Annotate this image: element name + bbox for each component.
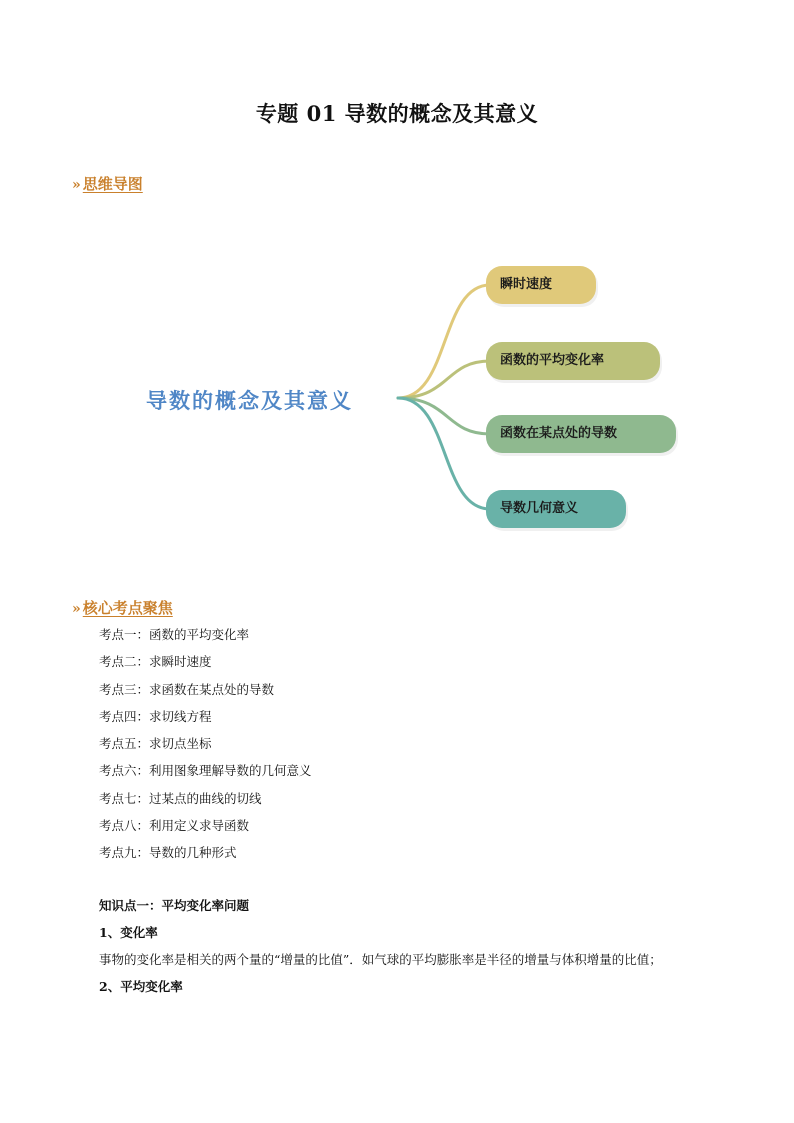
mind-map <box>0 250 794 550</box>
mind-map-connectors <box>0 250 794 550</box>
mind-map-node: 瞬时速度 <box>486 266 596 304</box>
mind-map-center: 导数的概念及其意义 <box>146 389 353 413</box>
list-item: 考点六：利用图象理解导数的几何意义 <box>99 763 312 779</box>
list-item: 考点二：求瞬时速度 <box>99 654 212 670</box>
double-chevron-icon: » <box>72 177 81 193</box>
mind-map-node: 导数几何意义 <box>486 490 626 528</box>
focus-point-list <box>99 626 312 872</box>
list-item: 考点一：函数的平均变化率 <box>99 627 250 642</box>
list-item: 考点四：求切线方程 <box>99 708 212 724</box>
knowledge-item-heading: 2、平均变化率 <box>99 979 183 994</box>
list-item: 考点三：求函数在某点处的导数 <box>99 681 275 697</box>
list-item: 考点五：求切点坐标 <box>99 736 212 752</box>
page-title: 专题 01 导数的概念及其意义 <box>255 101 539 126</box>
mindmap-heading <box>72 173 143 194</box>
list-item: 考点七：过某点的曲线的切线 <box>99 790 262 806</box>
connector-1 <box>398 361 490 398</box>
focus-heading <box>72 597 173 618</box>
list-item: 考点九：导数的几种形式 <box>99 845 237 861</box>
connector-2 <box>398 398 490 434</box>
knowledge-item-heading: 1、变化率 <box>99 925 158 940</box>
focus-heading-label: 核心考点聚焦 <box>82 599 173 617</box>
mind-map-node: 函数的平均变化率 <box>486 342 660 380</box>
double-chevron-icon: » <box>72 601 81 617</box>
mindmap-heading-label: 思维导图 <box>82 175 143 193</box>
list-item: 考点八：利用定义求导函数 <box>99 818 250 834</box>
mind-map-node: 函数在某点处的导数 <box>486 415 676 453</box>
knowledge-point-title: 知识点一：平均变化率问题 <box>99 898 250 913</box>
knowledge-paragraph: 事物的变化率是相关的两个量的“增量的比值”．如气球的平均膨胀率是半径的增量与体积增量的比值； <box>99 952 662 967</box>
